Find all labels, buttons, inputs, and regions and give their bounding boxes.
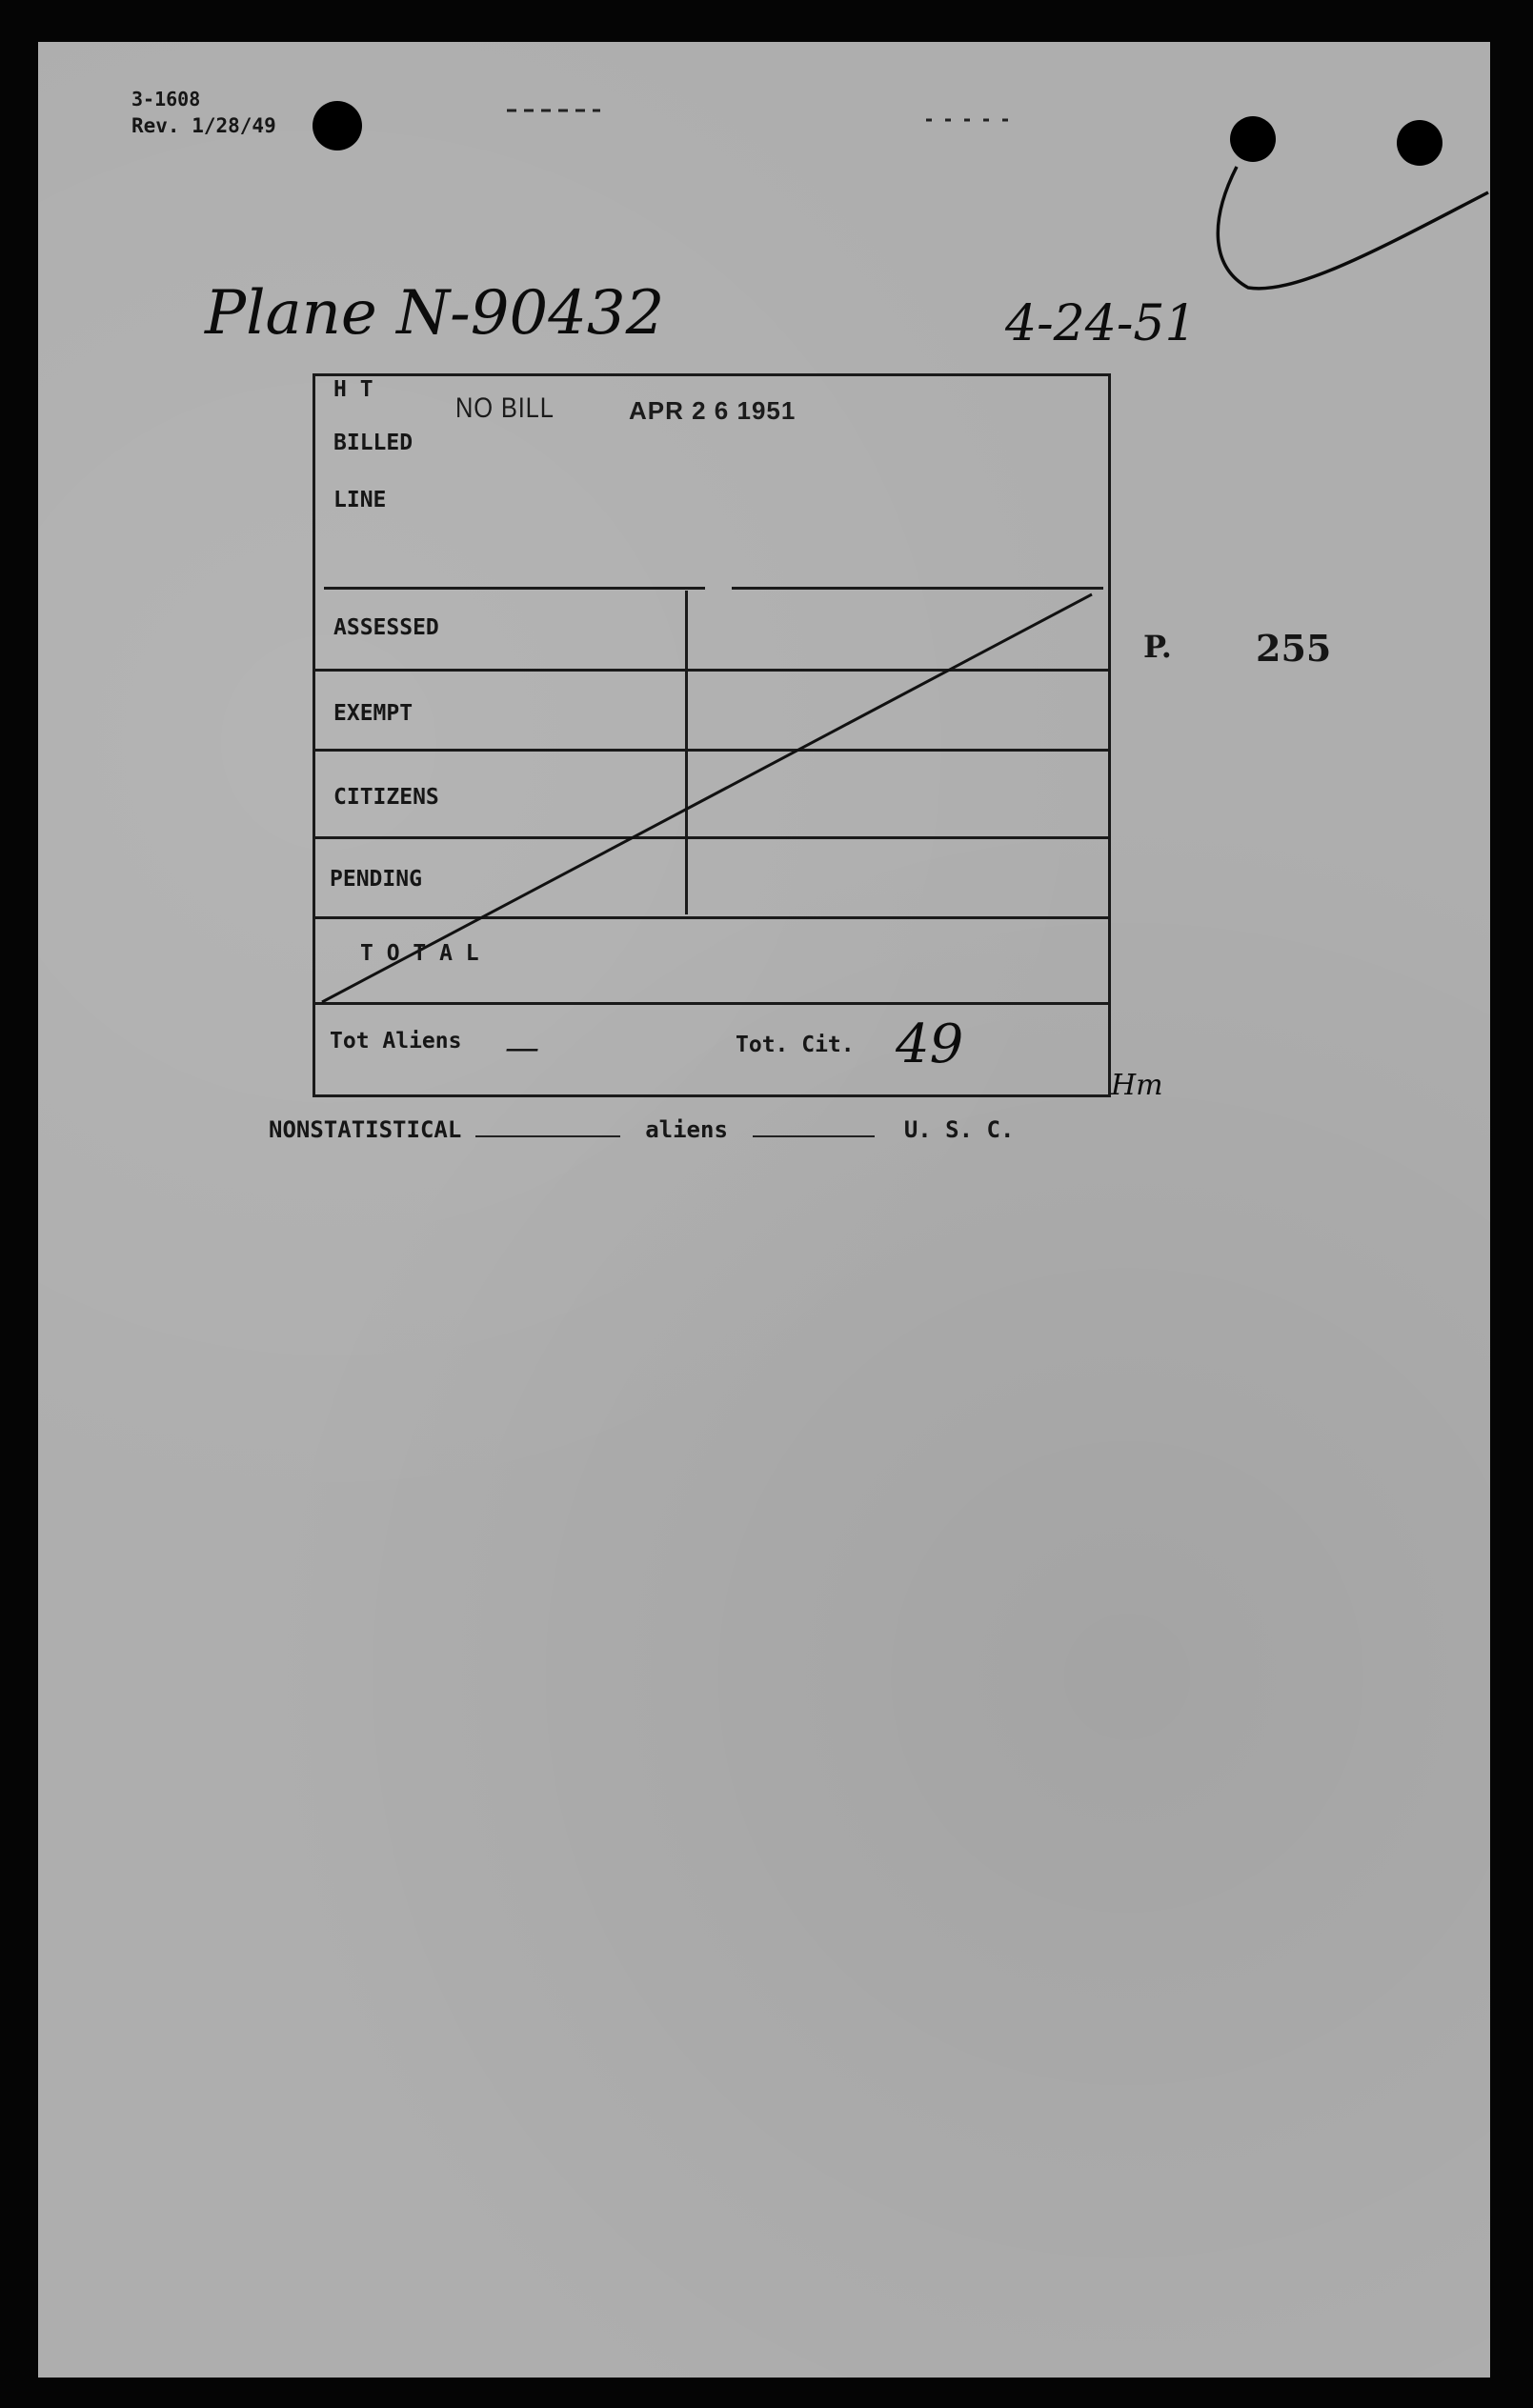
stamp-date: APR 2 6 1951: [629, 396, 797, 425]
form-number: 3-1608: [131, 88, 201, 110]
footer-usc: U. S. C.: [903, 1116, 1015, 1143]
label-citizens: CITIZENS: [333, 785, 439, 810]
label-exempt: EXEMPT: [333, 701, 414, 726]
side-page-prefix: P.: [1143, 629, 1172, 665]
label-line: LINE: [333, 488, 387, 512]
handwritten-plane: Plane N-90432: [205, 278, 665, 349]
label-total: T O T A L: [360, 941, 479, 966]
stamp-no-bill: NO BILL: [455, 392, 555, 424]
label-tot-aliens: Tot Aliens: [330, 1029, 462, 1054]
label-tot-cit: Tot. Cit.: [736, 1033, 855, 1057]
label-ht: H T: [333, 377, 373, 402]
footer-nonstatistical: NONSTATISTICAL: [269, 1116, 462, 1143]
footer-aliens: aliens: [645, 1116, 728, 1143]
form-revision: Rev. 1/28/49: [131, 114, 276, 137]
side-page-number: 255: [1256, 627, 1332, 670]
diagonal-strike: [313, 373, 1111, 1097]
handwritten-initials: Hm: [1111, 1069, 1163, 1102]
label-pending: PENDING: [330, 867, 422, 892]
handwritten-date: 4-24-51: [1005, 295, 1197, 352]
handwritten-tot-cit: 49: [896, 1013, 964, 1075]
footer-blank-2: [753, 1135, 875, 1137]
punch-hole-left: [313, 101, 362, 150]
top-marks: [495, 99, 1029, 128]
handwritten-tot-aliens: —: [505, 1029, 539, 1068]
handwritten-curve: [1191, 143, 1496, 305]
footer-blank-1: [475, 1135, 620, 1137]
label-assessed: ASSESSED: [333, 615, 439, 640]
footer-line: [269, 1116, 1014, 1143]
label-billed: BILLED: [333, 431, 414, 455]
